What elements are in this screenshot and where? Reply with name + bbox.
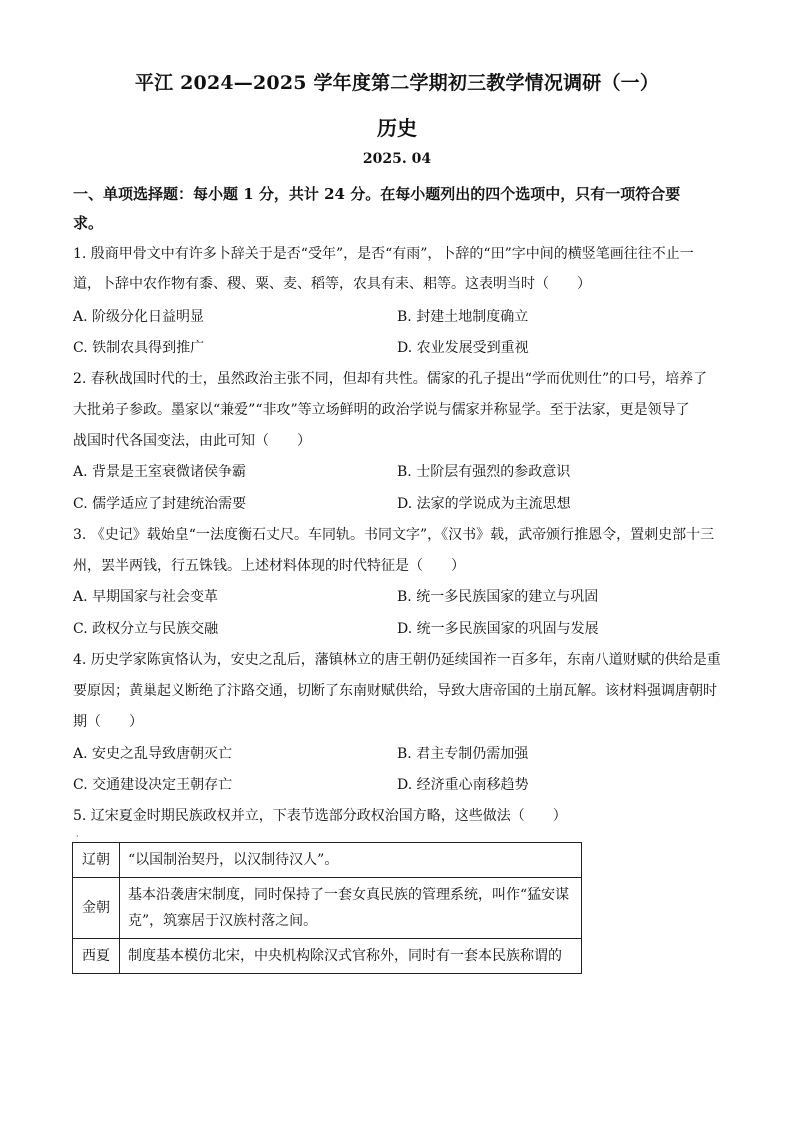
table-cell-policy: “以国制治契丹，以汉制待汉人”。 [120, 843, 582, 878]
question-4-line-2: 要原因；黄巢起义断绝了汴路交通，切断了东南财赋供给，导致大唐帝国的土崩瓦解。该材料强调唐朝时 [73, 683, 717, 699]
question-1-option-a[interactable]: A. 阶级分化日益明显 [73, 309, 205, 325]
question-1-option-b[interactable]: B. 封建土地制度确立 [397, 309, 529, 325]
question-4-line-3: 期（ ） [73, 714, 143, 730]
section-heading-cont: 求。 [73, 214, 104, 232]
question-5-line-1: 5. 辽宋夏金时期民族政权并立，下表节选部分政权治国方略，这些做法（ ） [73, 808, 567, 824]
question-2-option-a[interactable]: A. 背景是王室衰微诸侯争霸 [73, 464, 247, 480]
table-cell-regime: 辽朝 [73, 843, 120, 878]
question-2-option-b[interactable]: B. 士阶层有强烈的参政意识 [397, 464, 571, 480]
question-4-line-1: 4. 历史学家陈寅恪认为，安史之乱后，藩镇林立的唐王朝仍延续国祚一百多年，东南八道财赋的供给是重 [73, 652, 721, 668]
question-3-option-d[interactable]: D. 统一多民族国家的巩固与发展 [397, 621, 599, 637]
question-3-option-b[interactable]: B. 统一多民族国家的建立与巩固 [397, 589, 599, 605]
question-4-option-d[interactable]: D. 经济重心南移趋势 [397, 777, 529, 793]
table-row [73, 843, 582, 878]
table-row [73, 878, 582, 939]
table-cell-policy: 基本沿袭唐宋制度，同时保持了一套女真民族的管理系统，叫作“猛安谋克”，筑寨居于汉族村落之间。 [120, 878, 582, 939]
question-2-line-3: 战国时代各国变法，由此可知（ ） [73, 433, 311, 449]
question-1-option-d[interactable]: D. 农业发展受到重视 [397, 340, 529, 356]
exam-date: 2025. 04 [362, 151, 432, 167]
regime-policy-table [72, 842, 582, 974]
question-1-line-1: 1. 殷商甲骨文中有许多卜辞关于是否“受年”，是否“有雨”，卜辞的“田”字中间的横竖笔画往往不止一 [73, 246, 694, 262]
question-2-line-2: 大批弟子参政。墨家以“兼爱”“非攻”等立场鲜明的政治学说与儒家并称显学。至于法家，更是领导了 [73, 402, 690, 418]
table-cell-regime: 西夏 [73, 939, 120, 974]
question-2-option-d[interactable]: D. 法家的学说成为主流思想 [397, 496, 571, 512]
table-cell-policy: 制度基本模仿北宋，中央机构除汉式官称外，同时有一套本民族称谓的 [120, 939, 582, 974]
subject-title: 历史 [377, 116, 417, 140]
question-3-option-c[interactable]: C. 政权分立与民族交融 [73, 621, 219, 637]
question-3-option-a[interactable]: A. 早期国家与社会变革 [73, 589, 219, 605]
question-2-line-1: 2. 春秋战国时代的士，虽然政治主张不同，但却有共性。儒家的孔子提出“学而优则仕”的口号，培养了 [73, 371, 708, 387]
question-1-line-2: 道，卜辞中农作物有黍、稷、粟、麦、稻等，农具有耒、耜等。这表明当时（ ） [73, 276, 591, 292]
question-3-line-1: 3. 《史记》载始皇“一法度衡石丈尺。车同轨。书同文字”，《汉书》载，武帝颁行推恩令，置刺史部十三 [73, 527, 715, 543]
question-4-option-a[interactable]: A. 安史之乱导致唐朝灭亡 [73, 746, 233, 762]
section-heading: 一、单项选择题：每小题 1 分，共计 24 分。在每小题列出的四个选项中，只有一项符合要 [73, 185, 681, 203]
question-2-option-c[interactable]: C. 儒学适应了封建统治需要 [73, 496, 247, 512]
question-4-option-b[interactable]: B. 君主专制仍需加强 [397, 746, 529, 762]
question-1-option-c[interactable]: C. 铁制农具得到推广 [73, 340, 205, 356]
table-row [73, 939, 582, 974]
exam-title: 平江 2024—2025 学年度第二学期初三教学情况调研（一） [134, 72, 660, 94]
question-4-option-c[interactable]: C. 交通建设决定王朝存亡 [73, 777, 233, 793]
table-cell-regime: 金朝 [73, 878, 120, 939]
stray-mark: · [76, 832, 79, 841]
question-3-line-2: 州，罢半两钱，行五铢钱。上述材料体现的时代特征是（ ） [73, 558, 465, 574]
